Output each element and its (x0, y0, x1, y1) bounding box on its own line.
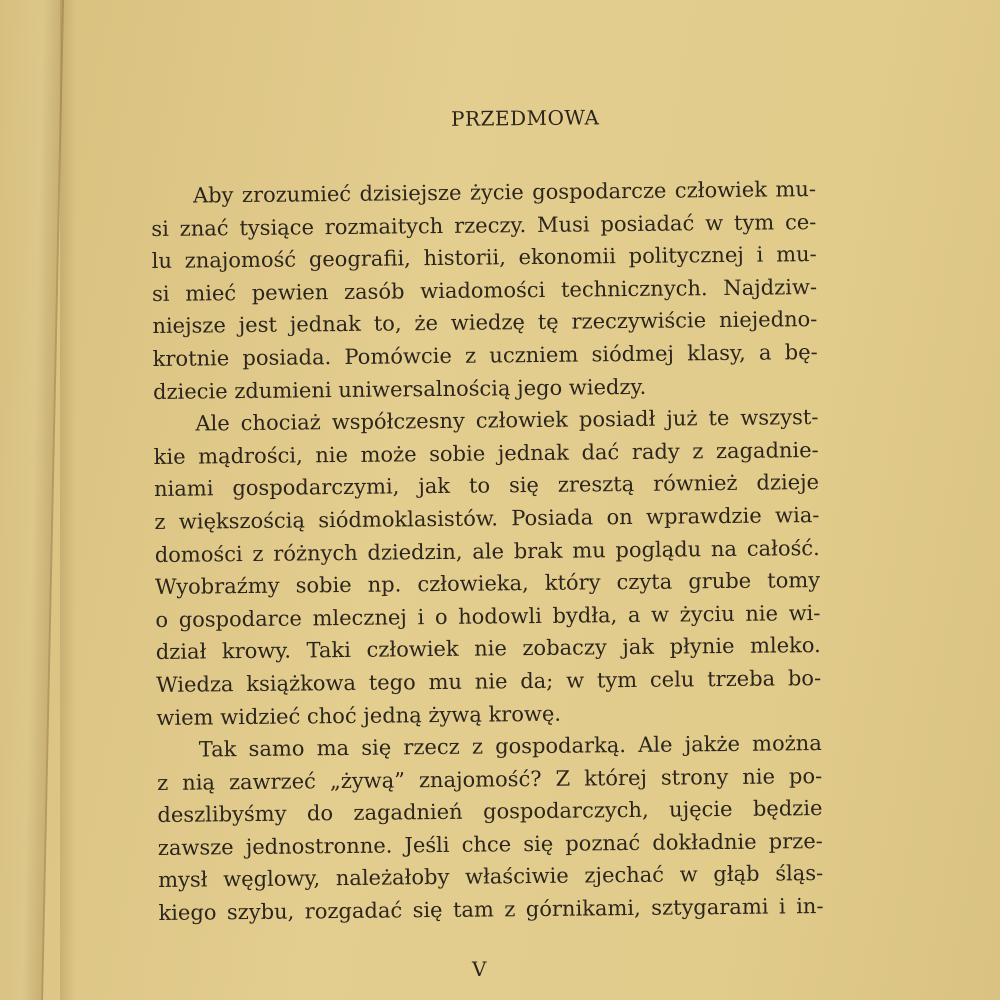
text-line: mysł węglowy, należałoby właściwie zjechać w głąb śląs- (158, 861, 824, 893)
text-line: wiem widzieć choć jedną żywą krowę. (156, 701, 562, 730)
text-line: dziecie zdumieni uniwersalnością jego wiedzy. (152, 374, 647, 404)
text-line: dział krowy. Taki człowiek nie zobaczy jak płynie mleko. (155, 633, 821, 665)
text-line: si znać tysiące rozmaitych rzeczy. Musi posiadać w tym ce- (151, 209, 817, 241)
text-line: Wiedza książkowa tego mu nie da; w tym celu trzeba bo- (155, 665, 822, 697)
text-line: kiego szybu, rozgadać się tam z górnikami, sztygarami i in- (158, 894, 824, 926)
text-line: Ale chociaż współczesny człowiek posiadł już te wszyst- (195, 405, 819, 436)
right-page (150, 92, 879, 929)
text-line: z większością siódmoklasistów. Posiada on wprawdzie wia- (154, 502, 820, 534)
paragraph-3 (157, 727, 879, 930)
text-line: domości z różnych dziedzin, ale brak mu poglądu na całość. (154, 535, 820, 567)
page-number: V (472, 957, 487, 981)
text-line: o gospodarce mlecznej i o hodowli bydła, a w życiu nie wi- (155, 600, 821, 632)
left-page-edge (0, 0, 64, 1000)
text-line: Aby zrozumieć dzisiejsze życie gospodarcze człowiek mu- (192, 177, 817, 208)
text-line: si mieć pewien zasób wiadomości technicznych. Najdziw- (151, 274, 818, 306)
text-line: Wyobraźmy sobie np. człowieka, który czyta grube tomy (154, 568, 821, 600)
page-heading: PRZEDMOWA (450, 105, 600, 131)
text-line: zawsze jednostronne. Jeśli chce się poznać dokładnie prze- (157, 828, 823, 860)
gutter-shadow (60, 0, 76, 1000)
text-line: lu znajomość geografii, historii, ekonomii politycznej i mu- (151, 242, 817, 274)
paragraph-1 (151, 172, 873, 408)
text-line: Tak samo ma się rzecz z gospodarką. Ale jakże można (198, 731, 822, 762)
text-line: kie mądrości, nie może sobie jednak dać rady z zagadnie- (153, 437, 819, 469)
text-line: z nią zawrzeć „żywą” znajomość? Z której strony nie po- (157, 763, 823, 795)
text-line: krotnie posiada. Pomówcie z uczniem siódmej klasy, a bę- (152, 339, 818, 371)
text-line: niejsze jest jednak to, że wiedzę tę rzeczywiście niejedno- (152, 307, 818, 339)
text-line: deszlibyśmy do zagadnień gospodarczych, ujęcie będzie (157, 796, 823, 828)
text-line: niami gospodarczymi, jak to się zresztą również dzieje (153, 470, 820, 502)
paragraph-2 (153, 401, 876, 734)
